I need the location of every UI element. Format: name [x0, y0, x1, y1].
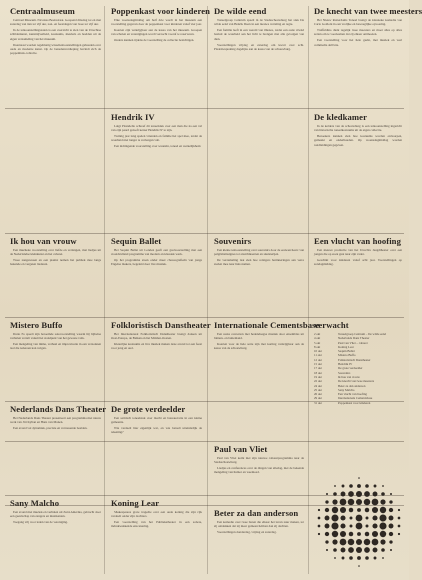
article-paragraph: Een muzikale voorstelling over liefde en verlangen, met liedjes uit de Nederlandse kleinkunst en het cabaret. — [10, 248, 101, 257]
halftone-dot — [358, 565, 360, 567]
article-paragraph: Een komedie over twee buren die elkaar het leven zuur maken, tot zij ontdekken dat zij meer gemeen hebben dan zij dachten. — [214, 520, 304, 529]
halftone-dot — [325, 524, 330, 529]
halftone-dot — [398, 533, 400, 535]
halftone-dot — [372, 507, 378, 513]
halftone-dot — [382, 485, 384, 487]
agenda-text: Toneelgroep Centrum – De wilde eend — [338, 332, 386, 336]
article-koning — [107, 498, 205, 576]
agenda-date: 15 okt — [314, 362, 322, 367]
article-paragraph: Het Nieuw Rotterdams Toneel brengt de klassieke komedie van Carlo Goldoni in een vrolijke en beweeglijke opvoering. — [314, 18, 402, 27]
article-paragraph: Een reeks concerten met hedendaagse muziek door ensembles uit binnen- en buitenland. — [214, 332, 304, 341]
halftone-dot — [364, 539, 371, 546]
article-title: Sany Malcho — [10, 498, 60, 508]
article-paragraph: Een kleine tentoonstelling over souvenirs door de eeuwen heen: van pelgrimsinsignes tot ansichtkaarten en snuisterijen. — [214, 248, 304, 257]
halftone-dot — [350, 517, 353, 520]
article-paragraph: Shakespeares grote tragedie over een oude koning die zijn rijk verdeelt onder zijn dochters. — [111, 510, 202, 519]
halftone-dot — [333, 548, 337, 552]
halftone-dot — [379, 514, 386, 521]
halftone-dot — [364, 491, 370, 497]
halftone-dot — [374, 485, 377, 488]
halftone-dot — [365, 532, 370, 537]
article-title: Een vlucht van hoofing — [314, 236, 401, 246]
article-paragraph: Een avond met muziek en verhalen uit Zuid-Amerika, gebracht door een gezelschap van zangers en muzikanten. — [10, 510, 101, 519]
article-vlucht — [310, 236, 405, 316]
article-paragraph: Bezoekers kunnen zien hoe kostuums worden ontworpen, gemaakt en onderhouden. Op woensdagmiddag worden rondleidingen gegeven. — [314, 134, 402, 147]
article-hendrik — [107, 112, 205, 232]
halftone-dot — [348, 547, 354, 553]
halftone-dot — [325, 532, 329, 536]
halftone-dot — [372, 515, 377, 520]
article-paragraph: Voorstellingen donderdag, vrijdag en zaterdag. — [217, 530, 277, 535]
article-paragraph: Een familie leeft in een wereld van illusies, totdat een oude vriend besluit de waarheid aan het licht te brengen met alle gevolgen van dien. — [214, 28, 304, 41]
agenda-date: 10 okt — [314, 349, 322, 354]
article-paragraph: Een nieuwe productie van het Utrechts Jeugdtheater over een jongen die op zoek gaat naar zijn vader. — [314, 248, 402, 257]
agenda-text: Souvenirs — [338, 370, 351, 375]
agenda-date: 26 okt — [314, 392, 322, 397]
halftone-dot — [381, 548, 385, 552]
halftone-dot — [334, 557, 336, 559]
halftone-dot-graphic — [314, 474, 404, 574]
article-paragraph: Ouders kunnen tijdens de voorstelling de collectie bezichtigen. — [114, 38, 195, 43]
halftone-dot — [365, 556, 369, 560]
agenda-date: 22 okt — [314, 379, 322, 384]
article-body — [111, 332, 202, 351]
agenda-date: 24 okt — [314, 383, 322, 388]
article-folklore — [107, 320, 211, 400]
article-paragraph: Twee zangeressen en een pianist nemen het publiek mee langs bekende en vergeten liederen. — [10, 258, 101, 267]
halftone-dot — [374, 557, 377, 560]
article-title: Beter za dan anderson — [214, 508, 299, 518]
halftone-dot — [389, 532, 393, 536]
column-rule — [308, 6, 309, 574]
article-beter — [210, 508, 307, 576]
article-paragraph: Luigi Pirandello schreef dit toneelstuk over een man die na een val van zijn paard gelooft keizer Hendrik IV te zijn. — [111, 124, 202, 133]
article-body — [214, 248, 304, 267]
halftone-dot — [364, 499, 371, 506]
halftone-dot — [325, 500, 328, 503]
halftone-dot — [382, 557, 384, 559]
article-paragraph: Liedjes en conferences over de dingen van alledag, met de bekende mengeling van humor en weemoed. — [214, 466, 304, 475]
article-title: Souvenirs — [214, 236, 252, 246]
halftone-dot — [356, 523, 363, 530]
halftone-dot — [348, 499, 355, 506]
halftone-dot — [349, 508, 354, 513]
agenda-text: Poppenkast voor kinderen — [338, 400, 371, 405]
article-paragraph: Kaarten voor de hele serie zijn met korting verkrijgbaar aan de kassa van de schouwburg. — [214, 342, 304, 351]
halftone-dot — [341, 492, 346, 497]
article-title: Folkloristisch Danstheater — [111, 320, 211, 330]
article-verdelde — [107, 404, 205, 494]
agenda-date: 4 okt — [314, 336, 321, 341]
article-paragraph: Het Sequin Ballet uit Londen geeft een gastvoorstelling met een avondvullend programma van modern en klassiek werk. — [111, 248, 202, 257]
article-paragraph: Een mengeling van mime, verhaal en improvisatie in een verzonnen taal die iedereen kan volgen. — [10, 342, 101, 351]
agenda-date: 5 okt — [314, 340, 321, 345]
article-body — [111, 248, 202, 267]
article-knecht — [310, 6, 422, 106]
halftone-dot — [379, 522, 386, 529]
article-sonny — [6, 498, 104, 576]
article-paragraph: In de kelders van de schouwburg is een tentoonstelling ingericht van historische toneelkostuums uit de eigen collectie. — [314, 124, 402, 133]
article-paragraph: Een indringende voorstelling over waanzin, toneel en werkelijkheid. — [114, 144, 202, 149]
agenda-row — [314, 401, 402, 405]
halftone-dot — [318, 525, 321, 528]
halftone-dot — [325, 516, 330, 521]
halftone-dot — [364, 547, 370, 553]
article-body — [214, 18, 304, 51]
halftone-dot — [389, 500, 392, 503]
halftone-dot — [349, 532, 354, 537]
agenda-text: Beter za dan anderson — [338, 383, 366, 388]
article-poppenkast — [107, 6, 211, 106]
agenda-text: Een vlucht van hoofing — [338, 392, 367, 397]
halftone-dot — [341, 548, 346, 553]
halftone-dot — [356, 515, 363, 522]
article-paragraph: Een avond vol dynamiek, precisie en verrassende beelden. — [13, 426, 88, 431]
halftone-dot — [372, 539, 379, 546]
halftone-dot — [356, 547, 362, 553]
article-paragraph: Voorstellingen vrijdag en zaterdag om kwart over acht. Plaatsbespreking dagelijks aan de kassa van de schouwburg. — [214, 42, 304, 51]
article-paragraph: Paul van Vliet komt met zijn nieuwe cabaretprogramma naar de Stadsschouwburg. — [214, 456, 304, 465]
article-nederlandsdans — [6, 404, 107, 494]
article-paragraph: Elke woensdagmiddag om half drie wordt in het museum een voorstelling gegeven door de poppenkast voor kinderen vanaf vier jaar. — [111, 18, 202, 27]
halftone-dot — [380, 507, 386, 513]
article-paul — [210, 444, 307, 504]
halftone-dot — [340, 523, 345, 528]
article-paragraph: De verzameling laat zien hoe reizigers herinneringen aan verre steden mee naar huis namen. — [214, 258, 304, 267]
article-paragraph: Truffaldino dient tegelijk twee meesters en moet alles op alles zetten om te voorkomen dat zij elkaar ontmoeten. — [314, 28, 402, 37]
agenda-text: Ik hou van vrouw — [338, 374, 360, 379]
article-title: De grote verdeelder — [111, 404, 186, 414]
halftone-dot — [340, 515, 345, 520]
article-paragraph: Daarnaast worden regelmatig wisseltentoonstellingen gehouden over oude en moderne kunst. Op de benedenverdieping bevindt zich de poppenhuis-collectie. — [10, 42, 101, 56]
article-souvenirs — [210, 236, 307, 316]
article-body — [111, 416, 202, 435]
agenda-date: 25 okt — [314, 387, 322, 392]
halftone-dot — [348, 539, 355, 546]
halftone-dot — [318, 517, 321, 520]
article-body — [314, 248, 402, 267]
agenda-text: Mistero Buffo — [338, 353, 356, 358]
article-title: De kledkamer — [314, 112, 367, 122]
article-title: Internationale Cementsbase — [214, 320, 320, 330]
agenda-text: Sequin Ballet — [338, 349, 355, 354]
halftone-dot — [356, 491, 362, 497]
article-title: Hendrik IV — [111, 112, 155, 122]
halftone-dot — [380, 539, 385, 544]
article-title: Paul van Vliet — [214, 444, 268, 454]
halftone-dot — [373, 548, 378, 553]
halftone-dot — [389, 508, 393, 512]
article-title: Centraalmuseum — [10, 6, 75, 16]
article-title: Ik hou van vrouw — [10, 236, 77, 246]
halftone-dot — [340, 507, 346, 513]
halftone-dot — [390, 493, 392, 495]
article-body — [214, 456, 304, 475]
halftone-dot — [357, 556, 361, 560]
article-paragraph: Een voorstelling van het Publiekstheater in een sobere, indrukwekkende enscenering. — [111, 520, 202, 529]
agenda-date: 29 okt — [314, 396, 322, 401]
halftone-dot — [389, 516, 394, 521]
halftone-dot — [349, 556, 353, 560]
article-paragraph: Op het programma staan onder meer choreografieën van jonge Engelse makers, begeleid door live muziek. — [111, 258, 202, 267]
article-paragraph: Geschikt voor kinderen vanaf acht jaar. Voorstellingen op zondagmiddag. — [314, 258, 402, 267]
article-kledij — [310, 112, 405, 232]
halftone-dot — [389, 524, 394, 529]
halftone-dot — [357, 532, 361, 536]
article-title: Poppenkast voor kinderen — [111, 6, 211, 16]
article-body — [10, 416, 101, 430]
halftone-dot — [372, 523, 377, 528]
article-paragraph: Wie verdeelt hier eigenlijk wat, en wie betaalt uiteindelijk de rekening? — [111, 426, 202, 435]
halftone-dot — [358, 477, 360, 479]
article-title: Koning Lear — [111, 498, 160, 508]
article-body — [214, 520, 304, 534]
halftone-dot — [325, 508, 329, 512]
agenda-date: 2 okt — [314, 332, 321, 336]
article-body — [314, 124, 402, 147]
halftone-dot — [332, 499, 337, 504]
halftone-dot — [318, 509, 320, 511]
article-paragraph: Toneelgroep Centrum speelt in de Stadsschouwburg het stuk De wilde eend van Henrik Ibsen in een nieuwe vertaling en regie. — [214, 18, 304, 27]
halftone-dot — [348, 491, 354, 497]
article-title: Mistero Buffo — [10, 320, 63, 330]
article-paragraph: Kaarten zijn verkrijgbaar aan de kassa van het museum. Groepen van scholen en verenigingen wordt verzocht vooraf te reserveren. — [111, 28, 202, 37]
article-body — [111, 510, 202, 529]
agenda-date: 17 okt — [314, 366, 322, 371]
article-title: Sequin Ballet — [111, 236, 162, 246]
halftone-dot — [332, 531, 338, 537]
article-paragraph: Twintig jaar lang spelen vrienden en familie het spel mee, totdat de waarheid niet langer te verbergen valt. — [111, 134, 202, 143]
halftone-dot — [398, 509, 400, 511]
article-paragraph: Het Internationaal Folkloristisch Danstheater brengt dansen uit Oost-Europa, de Balkan en het Midden-Oosten. — [111, 332, 202, 341]
halftone-dot — [340, 499, 347, 506]
article-title: Nederlands Dans Theater — [10, 404, 107, 414]
halftone-dot — [380, 531, 386, 537]
article-body — [111, 124, 202, 149]
halftone-dot — [365, 484, 369, 488]
halftone-dot — [390, 549, 392, 551]
article-title: De wilde eend — [214, 6, 267, 16]
halftone-dot — [398, 517, 401, 520]
agenda-text: Folkloristisch Danstheater — [338, 357, 371, 362]
agenda-text: Hendrik IV — [338, 362, 353, 367]
halftone-dot — [366, 517, 369, 520]
agenda-text: Nederlands Dans Theater — [338, 336, 370, 341]
article-body — [10, 18, 101, 56]
article-body — [214, 332, 304, 351]
agenda-list — [314, 332, 402, 405]
halftone-dot — [340, 531, 346, 537]
article-title: De knecht van twee meesters — [314, 6, 422, 16]
article-sequin — [107, 236, 205, 316]
article-body — [10, 510, 101, 524]
article-paragraph: Het Nederlands Dans Theater presenteert een programma met nieuw werk van Jiri Kylian en Hans van Manen. — [10, 416, 101, 425]
article-mistero — [6, 320, 104, 400]
halftone-dot — [372, 499, 379, 506]
article-paragraph: Een voorstelling voor het hele gezin, met muziek en veel commedia dell'arte. — [314, 38, 402, 47]
halftone-dot — [357, 508, 361, 512]
halftone-dot — [342, 557, 345, 560]
agenda-date: 19 okt — [314, 374, 322, 379]
halftone-dot — [333, 492, 337, 496]
article-paragraph: Toegang vrij voor leden van de vereniging. — [13, 520, 68, 525]
article-paragraph: Dario Fo speelt zijn beroemde solovoorstelling waarin hij bijbelse verhalen vertelt vanuit het standpunt van het gewone volk. — [10, 332, 101, 341]
halftone-dot — [365, 508, 370, 513]
article-paragraph: Een satirisch toneelstuk over macht en bureaucratie in een kleine gemeente. — [111, 416, 202, 425]
agenda-text: Paul van Vliet – cabaret — [338, 340, 368, 345]
article-ikhou — [6, 236, 104, 316]
agenda-date: 12 okt — [314, 357, 322, 362]
article-paragraph: In de tentoonstellingszalen is een overzicht te zien van de Utrechtse schilderkunst, kunstnijverheid, kostuums, meubels en beelden uit de eigen verzameling van het museum. — [10, 28, 101, 41]
article-paragraph: Centraal Museum. Nicolaas Beetsstraat. Geopend dinsdag tot en met zaterdag van tien tot vijf uur, zon- en feestdagen van twee tot vijf uur. — [10, 18, 101, 27]
agenda-text: De grote verdeelder — [338, 366, 363, 371]
article-wilde-eend — [210, 6, 307, 106]
agenda-date: 8 okt — [314, 344, 321, 349]
halftone-dot — [326, 493, 328, 495]
article-body — [10, 248, 101, 267]
article-paragraph: Kleurrijke kostuums en live muziek maken deze avond tot een feest voor jong en oud. — [111, 342, 202, 351]
halftone-dot — [381, 492, 385, 496]
halftone-dot — [366, 525, 369, 528]
halftone-dot — [350, 525, 353, 528]
halftone-dot — [325, 540, 328, 543]
article-body — [314, 18, 402, 47]
halftone-dot — [326, 549, 328, 551]
agenda-text: Koning Lear — [338, 344, 354, 349]
halftone-dot — [334, 485, 336, 487]
agenda-text: Sany Malcho — [338, 387, 355, 392]
column-rule — [104, 6, 105, 574]
halftone-dot — [332, 507, 338, 513]
agenda-text: Internationale Cementsbase — [338, 396, 373, 401]
article-body — [10, 332, 101, 351]
column-rule — [207, 6, 208, 574]
agenda-date: 18 okt — [314, 370, 322, 375]
halftone-dot — [332, 539, 337, 544]
halftone-dot — [372, 531, 378, 537]
agenda-date: 31 okt — [314, 400, 322, 405]
halftone-dot — [373, 492, 378, 497]
halftone-dot — [318, 533, 320, 535]
agenda-text: De knecht van twee meesters — [338, 379, 375, 384]
halftone-dot — [380, 499, 385, 504]
halftone-dot — [356, 539, 362, 545]
halftone-dot — [340, 539, 347, 546]
halftone-dot — [398, 525, 401, 528]
halftone-dot — [389, 540, 392, 543]
agenda-title: verwacht — [314, 320, 349, 330]
halftone-dot — [357, 484, 361, 488]
agenda-panel — [310, 320, 405, 470]
article-body — [111, 18, 202, 43]
halftone-dot — [356, 499, 362, 505]
halftone-dot — [331, 522, 338, 529]
row-rule — [5, 317, 404, 318]
halftone-dot — [349, 484, 353, 488]
article-centraal-museum — [6, 6, 104, 181]
halftone-dot — [342, 485, 345, 488]
agenda-date: 11 okt — [314, 353, 322, 358]
halftone-dot — [331, 514, 338, 521]
row-rule — [5, 233, 404, 234]
